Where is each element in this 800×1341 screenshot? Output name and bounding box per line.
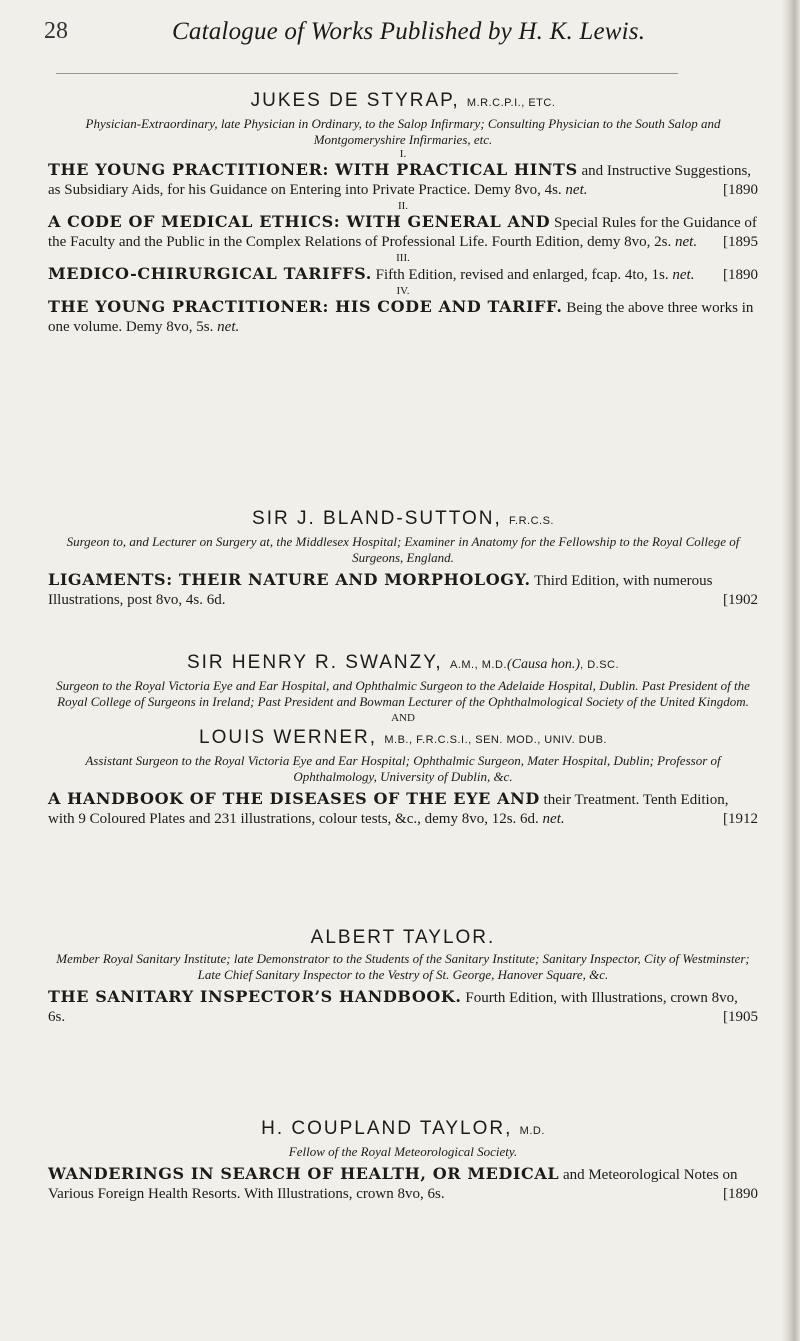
- work-details: their Treatment. Tenth Edition, with 9 Coloured Plates and 231 illustrations, colour tests, &c., demy 8vo, 12s. 6d.: [48, 792, 729, 827]
- work-numeral: IV.: [396, 285, 410, 297]
- work-year: [1890: [723, 267, 758, 283]
- book-spine-edge: [782, 0, 800, 1341]
- work-title: A CODE OF MEDICAL ETHICS: WITH GENERAL AND: [48, 212, 551, 231]
- author-label: H. COUPLAND TAYLOR,: [261, 1118, 513, 1139]
- net-label: net.: [672, 267, 695, 283]
- work-title: MEDICO-CHIRURGICAL TARIFFS.: [48, 264, 372, 283]
- coauthor-description: Assistant Surgeon to the Royal Victoria Eye and Ear Hospital; Ophthalmic Surgeon, Mater Hospital, Dublin; Professor of Ophthalmology, University of Dublin, &c.: [85, 753, 721, 784]
- author-credentials: M.R.C.P.I., ETC.: [466, 97, 556, 109]
- work-title: WANDERINGS IN SEARCH OF HEALTH, OR MEDICAL: [48, 1164, 560, 1183]
- coauthor-label: LOUIS WERNER,: [199, 727, 378, 748]
- author-credentials: F.R.C.S.: [509, 515, 554, 527]
- work-details: Being the above three works in one volume. Demy 8vo, 5s.: [48, 300, 754, 335]
- work-title: THE SANITARY INSPECTOR’S HANDBOOK.: [48, 987, 462, 1006]
- and-separator: AND: [391, 712, 415, 724]
- work-details: Fourth Edition, with Illustrations, crown 8vo, 6s.: [48, 990, 738, 1025]
- work-year: [1895: [723, 234, 758, 250]
- author-name: [48, 927, 758, 949]
- author-description: Member Royal Sanitary Institute; late Demonstrator to the Students of the Sanitary Institute; Sanitary Inspector, City of Westminster; Late Chief Sanitary Inspector to the Vestry of St. George, Hanover Square, &c.: [56, 951, 750, 982]
- author-description: Physician-Extraordinary, late Physician in Ordinary, to the Salop Infirmary; Consulting Physician to the South Salop and Montgomeryshire Infirmaries, etc.: [85, 116, 721, 147]
- catalogue-entry-albert-taylor: [48, 927, 758, 1027]
- work-details: Third Edition, with numerous Illustrations, post 8vo, 4s. 6d.: [48, 573, 713, 608]
- header-rule: [56, 73, 678, 74]
- author-name: [48, 90, 758, 114]
- work-numeral: II.: [397, 200, 409, 212]
- author-label: SIR J. BLAND-SUTTON,: [252, 508, 502, 529]
- work-item: [48, 789, 758, 829]
- work-title: LIGAMENTS: THEIR NATURE AND MORPHOLOGY.: [48, 570, 531, 589]
- work-title: THE YOUNG PRACTITIONER: WITH PRACTICAL HINTS: [48, 160, 578, 179]
- work-numeral: III.: [396, 252, 410, 264]
- author-description: Surgeon to, and Lecturer on Surgery at, the Middlesex Hospital; Examiner in Anatomy for the Fellowship to the Royal College of Surgeons, England.: [66, 534, 740, 565]
- author-name: [48, 1118, 758, 1142]
- page-header: [44, 16, 764, 66]
- work-details: Fifth Edition, revised and enlarged, fcap. 4to, 1s.: [375, 267, 669, 283]
- catalogue-entry-bland-sutton: [48, 508, 758, 610]
- coauthor-credentials: M.B., F.R.C.S.I., SEN. MOD., UNIV. DUB.: [384, 734, 607, 746]
- work-item: [48, 1164, 758, 1204]
- author-credentials: M.D.: [519, 1125, 545, 1137]
- work-item: [48, 297, 758, 337]
- work-year: [1890: [723, 182, 758, 198]
- catalogue-entry-coupland-taylor: [48, 1118, 758, 1204]
- coauthor-name: [48, 727, 758, 751]
- author-label: JUKES DE STYRAP,: [250, 90, 460, 111]
- author-degree: , D.SC.: [580, 659, 620, 671]
- work-item: [48, 570, 758, 610]
- catalogue-entry-jukes: [48, 90, 758, 337]
- work-year: [1905: [723, 1009, 758, 1025]
- work-details: Special Rules for the Guidance of the Faculty and the Public in the Complex Relations of Professional Life. Fourth Edition, demy 8vo, 2s.: [48, 215, 757, 250]
- work-year: [1902: [723, 592, 758, 608]
- work-year: [1912: [723, 811, 758, 827]
- author-name: [48, 508, 758, 532]
- work-item: [48, 212, 758, 252]
- author-credentials: A.M., M.D.: [450, 659, 507, 671]
- net-label: net.: [565, 182, 588, 198]
- work-numeral: I.: [399, 148, 407, 160]
- author-name: [48, 652, 758, 676]
- work-item: [48, 160, 758, 200]
- page-number: 28: [44, 18, 68, 44]
- work-item: [48, 987, 758, 1027]
- work-title: A HANDBOOK OF THE DISEASES OF THE EYE AND: [48, 789, 540, 808]
- work-details: and Instructive Suggestions, as Subsidiary Aids, for his Guidance on Entering into Private Practice. Demy 8vo, 4s.: [48, 163, 752, 198]
- work-details: and Meteorological Notes on Various Foreign Health Resorts. With Illustrations, crown 8vo, 6s.: [48, 1167, 738, 1202]
- work-title: THE YOUNG PRACTITIONER: HIS CODE AND TARIFF.: [48, 297, 563, 316]
- net-label: net.: [217, 319, 240, 335]
- net-label: net.: [675, 234, 698, 250]
- author-description: Fellow of the Royal Meteorological Society.: [288, 1144, 518, 1159]
- author-description: Surgeon to the Royal Victoria Eye and Ear Hospital, and Ophthalmic Surgeon to the Adelaide Hospital, Dublin. Past President of the Royal College of Surgeons in Ireland; Past President and Bowman Lecturer of the Ophthalmological Society of the United Kingdom.: [56, 678, 750, 709]
- author-label: ALBERT TAYLOR.: [310, 927, 496, 948]
- catalogue-entry-swanzy: [48, 652, 758, 829]
- running-title: Catalogue of Works Published by H. K. Lewis.: [172, 18, 646, 45]
- work-year: [1890: [723, 1186, 758, 1202]
- author-label: SIR HENRY R. SWANZY,: [186, 652, 443, 673]
- net-label: net.: [542, 811, 565, 827]
- work-item: [48, 264, 758, 285]
- author-honour: (Causa hon.): [506, 657, 581, 672]
